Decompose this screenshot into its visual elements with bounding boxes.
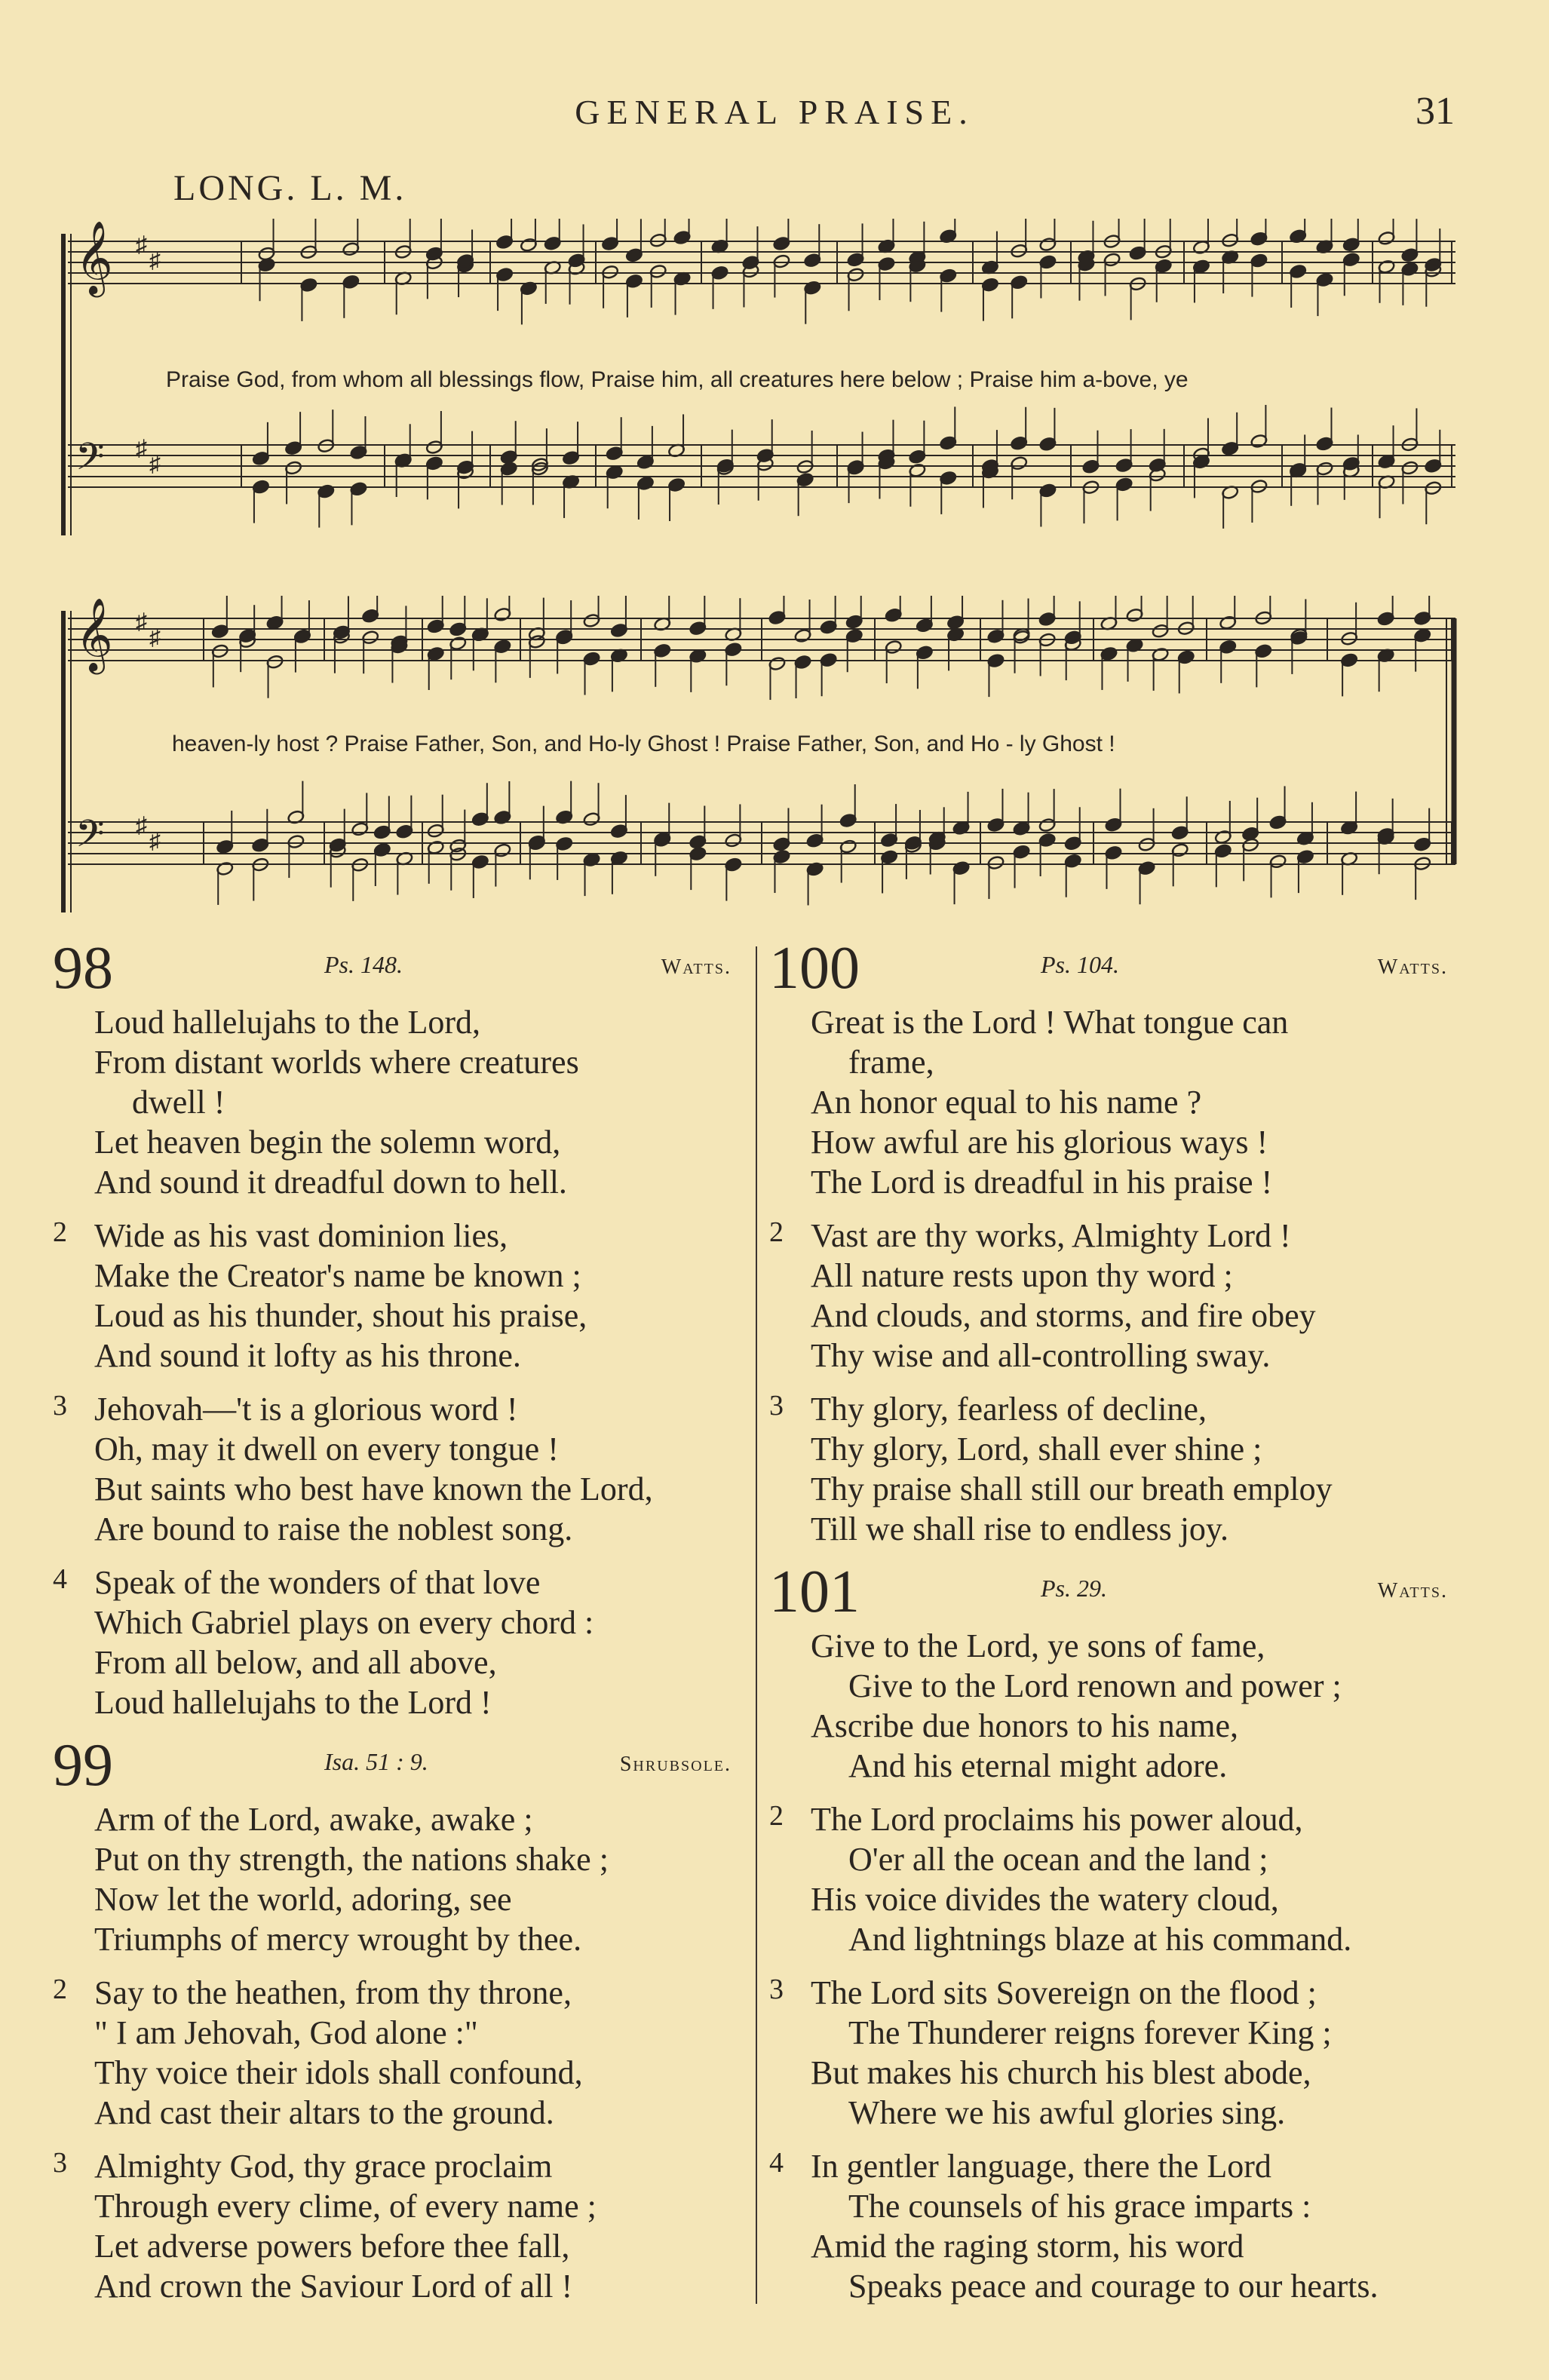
verse-line: O'er all the ocean and the land ;	[848, 1841, 1268, 1878]
stanza	[769, 1002, 1448, 1202]
verse-line: Now let the world, adoring, see	[94, 1881, 512, 1918]
verse-line: In gentler language, there the Lord	[811, 2148, 1271, 2185]
hymn-header	[769, 935, 1448, 1002]
verse-line: Let adverse powers before thee fall,	[94, 2228, 570, 2265]
verse-line: An honor equal to his name ?	[811, 1084, 1202, 1121]
verse-line: From distant worlds where creatures	[94, 1044, 579, 1081]
stanza	[53, 1002, 732, 1202]
verse-line: Loud hallelujahs to the Lord !	[94, 1684, 492, 1721]
lyric-underlay-1: Praise God, from whom all blessings flow, Praise him, all creatures here below ; Praise him a-bove, ye	[166, 367, 1189, 392]
verse-line: Jehovah—'t is a glorious word !	[94, 1391, 518, 1428]
stanza	[53, 1973, 732, 2133]
verse-line: And cast their altars to the ground.	[94, 2094, 554, 2131]
hymn-number: 99	[53, 1732, 113, 1799]
verse-line: Which Gabriel plays on every chord :	[94, 1604, 594, 1641]
verse-line: Ascribe due honors to his name,	[811, 1707, 1238, 1744]
verse-line: Where we his awful glories sing.	[848, 2094, 1286, 2131]
hymn-ref: Ps. 104.	[1041, 951, 1119, 978]
verse-line: Triumphs of mercy wrought by thee.	[94, 1921, 582, 1958]
verse-line: Thy glory, fearless of decline,	[811, 1391, 1207, 1428]
page-number: 31	[1416, 90, 1455, 133]
stanza-number: 2	[53, 1216, 67, 1248]
verse-line: Give to the Lord, ye sons of fame,	[811, 1627, 1265, 1664]
stanza	[53, 1389, 732, 1549]
stanza	[53, 1216, 732, 1376]
verse-line: Great is the Lord ! What tongue can	[811, 1004, 1289, 1041]
verse-line: Till we shall rise to endless joy.	[811, 1511, 1229, 1547]
verse-line: And sound it dreadful down to hell.	[94, 1164, 567, 1201]
hymn-author: Shrubsole.	[619, 1753, 732, 1776]
score-system-2	[53, 596, 1463, 928]
verse-line: dwell !	[132, 1084, 225, 1121]
verse-line: Vast are thy works, Almighty Lord !	[811, 1217, 1291, 1254]
stanza	[53, 2146, 732, 2306]
sharp-icon: ♯	[136, 232, 147, 257]
hymn-98	[53, 935, 732, 1722]
hymn-number: 98	[53, 935, 113, 1001]
verse-line: Speaks peace and courage to our hearts.	[848, 2268, 1379, 2305]
stanza-number: 2	[769, 1216, 784, 1248]
verse-line: The Lord sits Sovereign on the flood ;	[811, 1974, 1317, 2011]
verse-line: The Lord is dreadful in his praise !	[811, 1164, 1273, 1201]
treble-clef-icon: 𝄞	[75, 597, 113, 671]
verse-line: From all below, and all above,	[94, 1644, 497, 1681]
stanza-number: 2	[53, 1974, 67, 2005]
hymn-101	[769, 1559, 1448, 2306]
verse-line: Thy praise shall still our breath employ	[811, 1471, 1333, 1507]
music-system-1	[53, 219, 1463, 551]
verse-line: Thy voice their idols shall confound,	[94, 2054, 583, 2091]
stanza-number: 4	[769, 2147, 784, 2179]
verse-line: Wide as his vast dominion lies,	[94, 1217, 508, 1254]
stanza	[769, 1216, 1448, 1376]
column-divider	[756, 946, 757, 2304]
verse-line: All nature rests upon thy word ;	[811, 1257, 1233, 1294]
verse-line: Give to the Lord renown and power ;	[848, 1667, 1342, 1704]
running-title: GENERAL PRAISE.	[575, 93, 974, 131]
verse-line: The Thunderer reigns forever King ;	[848, 2014, 1332, 2051]
verse-line: And crown the Saviour Lord of all !	[94, 2268, 573, 2305]
stanza-number: 3	[769, 1974, 784, 2005]
verse-line: Speak of the wonders of that love	[94, 1564, 541, 1601]
hymn-author: Watts.	[1377, 955, 1448, 979]
stanza-number: 2	[769, 1800, 784, 1832]
hymn-header	[53, 1732, 732, 1799]
sharp-icon: ♯	[136, 609, 147, 634]
verse-line: And lightnings blaze at his command.	[848, 1921, 1352, 1958]
verse-line: Make the Creator's name be known ;	[94, 1257, 581, 1294]
verse-line: Almighty God, thy grace proclaim	[94, 2148, 553, 2185]
sharp-icon: ♯	[149, 452, 161, 477]
tune-name: LONG. L. M.	[173, 168, 407, 208]
verse-line: Oh, may it dwell on every tongue !	[94, 1431, 559, 1468]
verse-line: The Lord proclaims his power aloud,	[811, 1801, 1303, 1838]
music-system-2	[53, 596, 1463, 928]
verse-line: But saints who best have known the Lord,	[94, 1471, 653, 1507]
hymn-ref: Ps. 29.	[1041, 1575, 1107, 1602]
treble-clef-icon: 𝄞	[75, 220, 113, 294]
hymn-number: 100	[769, 935, 860, 1001]
verse-line: Say to the heathen, from thy throne,	[94, 1974, 572, 2011]
bass-clef-icon: 𝄢	[75, 435, 105, 488]
hymn-99	[53, 1732, 732, 2306]
lyric-underlay-2: heaven-ly host ? Praise Father, Son, and Ho-ly Ghost ! Praise Father, Son, and Ho - ly Ghost !	[172, 731, 1115, 756]
sharp-icon: ♯	[149, 248, 161, 273]
left-column	[53, 935, 732, 2320]
sharp-icon: ♯	[149, 625, 161, 650]
verse-line: But makes his church his blest abode,	[811, 2054, 1311, 2091]
hymn-header	[769, 1559, 1448, 1626]
verse-line: Let heaven begin the solemn word,	[94, 1124, 561, 1161]
hymn-number: 101	[769, 1559, 860, 1625]
bass-clef-icon: 𝄢	[75, 812, 105, 865]
stanza	[53, 1563, 732, 1722]
verse-line: Through every clime, of every name ;	[94, 2188, 597, 2225]
verse-line: Thy glory, Lord, shall ever shine ;	[811, 1431, 1262, 1468]
stanza	[769, 1389, 1448, 1549]
right-column	[769, 935, 1448, 2320]
stanza-number: 3	[53, 2147, 67, 2179]
stanza-number: 3	[53, 1390, 67, 1422]
stanza	[769, 1799, 1448, 1959]
stanza-number: 3	[769, 1390, 784, 1422]
sharp-icon: ♯	[136, 813, 147, 838]
verse-line: His voice divides the watery cloud,	[811, 1881, 1279, 1918]
hymn-100	[769, 935, 1448, 1549]
verse-line: And his eternal might adore.	[848, 1747, 1228, 1784]
stanza	[769, 1973, 1448, 2133]
verse-line: Loud hallelujahs to the Lord,	[94, 1004, 480, 1041]
verse-line: frame,	[848, 1044, 934, 1081]
stanza-number: 4	[53, 1563, 67, 1595]
sharp-icon: ♯	[149, 829, 161, 854]
stanza	[769, 1626, 1448, 1786]
verse-line: " I am Jehovah, God alone :"	[94, 2014, 478, 2051]
verse-line: Are bound to raise the noblest song.	[94, 1511, 573, 1547]
stanza	[53, 1799, 732, 1959]
verse-line: Arm of the Lord, awake, awake ;	[94, 1801, 533, 1838]
hymn-author: Watts.	[661, 955, 732, 979]
hymn-author: Watts.	[1377, 1579, 1448, 1603]
sharp-icon: ♯	[136, 436, 147, 461]
verse-line: And clouds, and storms, and fire obey	[811, 1297, 1316, 1334]
hymn-ref: Isa. 51 : 9.	[324, 1748, 428, 1775]
verse-line: Thy wise and all-controlling sway.	[811, 1337, 1271, 1374]
verse-line: Put on thy strength, the nations shake ;	[94, 1841, 609, 1878]
hymn-ref: Ps. 148.	[324, 951, 403, 978]
hymn-header	[53, 935, 732, 1002]
verse-line: The counsels of his grace imparts :	[848, 2188, 1311, 2225]
stanza	[769, 2146, 1448, 2306]
verse-line: Amid the raging storm, his word	[811, 2228, 1244, 2265]
verse-line: And sound it lofty as his throne.	[94, 1337, 521, 1374]
verse-line: How awful are his glorious ways !	[811, 1124, 1268, 1161]
verse-line: Loud as his thunder, shout his praise,	[94, 1297, 587, 1334]
